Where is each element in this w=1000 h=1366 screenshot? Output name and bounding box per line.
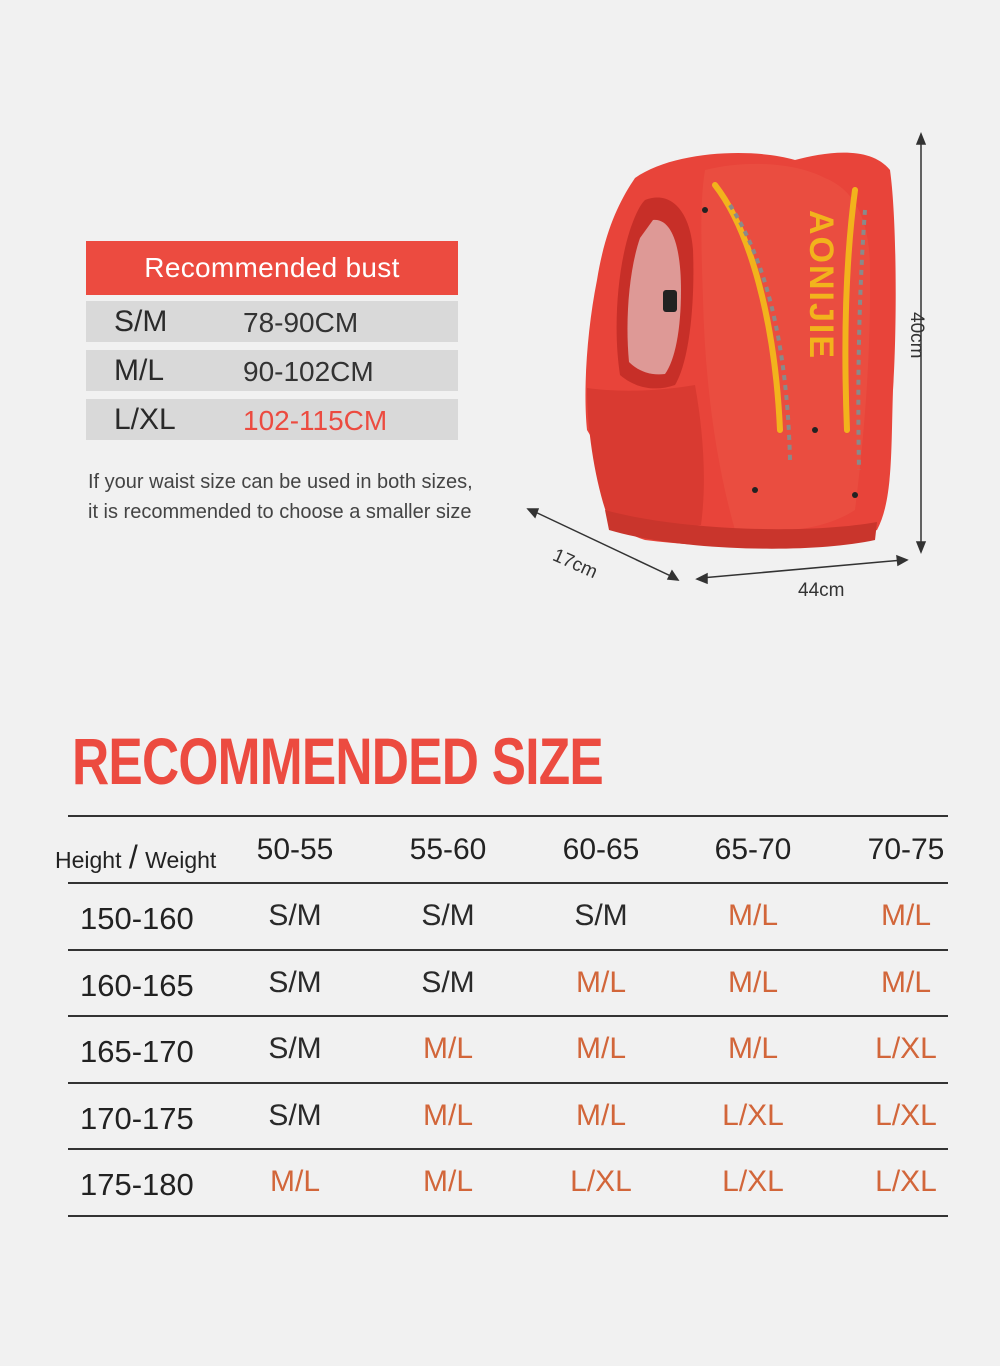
size-cell: S/M [268, 899, 322, 932]
size-cell: M/L [575, 1098, 627, 1132]
size-cell: S/M [268, 1098, 322, 1132]
weight-header-label: Weight [145, 847, 217, 873]
table-rule [68, 882, 948, 884]
bust-size: M/L [114, 354, 165, 387]
table-rule [68, 1215, 948, 1217]
bust-row-sm [86, 301, 458, 342]
table-rule [68, 1148, 948, 1150]
size-cell: S/M [574, 899, 628, 932]
height-label: 175-180 [80, 1167, 194, 1202]
size-cell: M/L [422, 1165, 474, 1198]
size-cell: L/XL [722, 1165, 784, 1198]
size-cell: M/L [727, 965, 779, 999]
size-cell: M/L [422, 1032, 474, 1065]
size-cell: M/L [575, 1032, 627, 1065]
size-cell: L/XL [722, 1098, 784, 1132]
table-rule [68, 1015, 948, 1017]
width-dimension: 44cm [798, 580, 845, 601]
bust-table [86, 241, 458, 440]
bust-row-lxl [86, 399, 458, 440]
bust-row-ml [86, 350, 458, 391]
size-cell: S/M [421, 965, 475, 999]
height-label: 170-175 [80, 1100, 194, 1136]
size-cell: M/L [727, 899, 779, 932]
bust-size: S/M [114, 305, 168, 338]
height-label: 160-165 [80, 967, 194, 1003]
height-weight-header [55, 839, 216, 876]
weight-header: 55-60 [409, 833, 487, 866]
bust-size: L/XL [114, 403, 176, 436]
brand-logo: AONIJIE [802, 210, 840, 361]
slash-divider: / [128, 839, 138, 875]
product-image [525, 130, 965, 610]
size-cell: M/L [269, 1165, 321, 1198]
size-note: If your waist size can be used in both sizes, it is recommended to choose a smaller size [88, 471, 473, 523]
bust-range: 90-102CM [243, 356, 374, 387]
size-cell: M/L [880, 965, 932, 999]
size-cell: M/L [727, 1032, 779, 1065]
table-rule [68, 1082, 948, 1084]
depth-dimension: 17cm [549, 545, 601, 584]
bust-table-title: Recommended bust [86, 241, 458, 295]
table-rule [68, 815, 948, 817]
bust-range: 78-90CM [243, 307, 359, 338]
height-label: 150-160 [80, 901, 194, 936]
height-dimension: 40cm [906, 312, 927, 359]
weight-header: 60-65 [562, 833, 640, 866]
size-cell: L/XL [570, 1165, 632, 1198]
size-cell: M/L [575, 965, 627, 999]
size-cell: L/XL [875, 1032, 937, 1065]
size-cell: S/M [268, 965, 322, 999]
bust-range: 102-115CM [243, 405, 388, 436]
size-cell: S/M [421, 899, 475, 932]
size-cell: M/L [422, 1098, 474, 1132]
size-cell: L/XL [875, 1165, 937, 1198]
weight-header: 65-70 [714, 833, 792, 866]
size-cell: L/XL [875, 1098, 937, 1132]
height-label: 165-170 [80, 1034, 194, 1069]
weight-header: 50-55 [256, 833, 334, 866]
weight-header: 70-75 [867, 833, 945, 866]
recommended-size-title: RECOMMENDED SIZE [72, 724, 603, 798]
vest-illustration [525, 130, 965, 610]
height-header-label: Height [55, 847, 122, 873]
size-cell: M/L [880, 899, 932, 932]
table-rule [68, 949, 948, 951]
size-cell: S/M [268, 1032, 322, 1065]
